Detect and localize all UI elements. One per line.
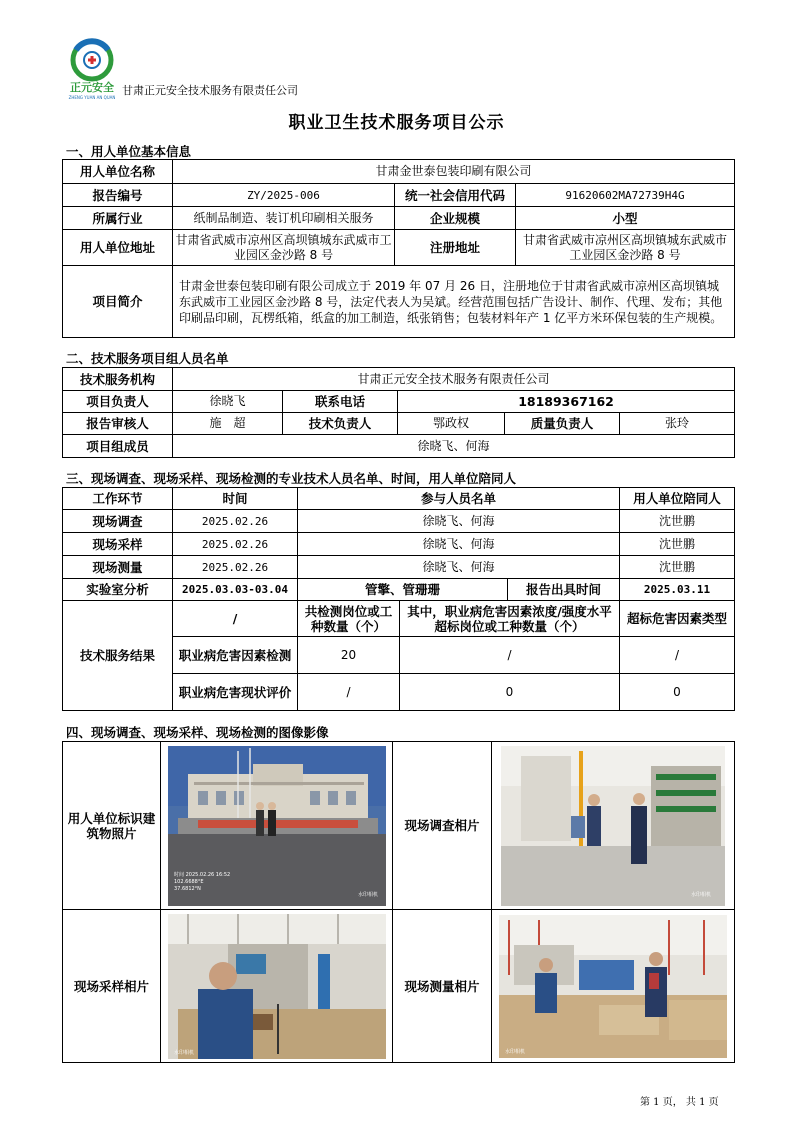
report-no-label: 报告编号: [63, 184, 173, 207]
phone: 18189367162: [398, 391, 735, 413]
section1-heading: 一、用人单位基本信息: [66, 144, 192, 159]
photo-overlay: 37.6812°N: [173, 885, 201, 892]
quality-label: 质量负责人: [505, 413, 620, 435]
stage: 现场调查: [63, 510, 173, 533]
credit-code-label: 统一社会信用代码: [395, 184, 516, 207]
photo-watermark: 水印相机: [357, 891, 378, 898]
section2-heading: 二、技术服务项目组人员名单: [66, 351, 229, 366]
table-row: [63, 556, 735, 579]
photo-overlay: 102.6688°E: [173, 878, 204, 885]
result-col3: 超标危害因素类型: [620, 601, 735, 637]
result-label: 技术服务结果: [63, 601, 173, 711]
lab-label: 实验室分析: [63, 579, 173, 601]
address: 甘肃省武威市凉州区高坝镇城东武威市工业园区金沙路 8 号: [173, 230, 395, 266]
table-row: [63, 510, 735, 533]
col-escort: 用人单位陪同人: [620, 488, 735, 510]
time: 2025.02.26: [173, 533, 298, 556]
project-intro: 甘肃金世泰包装印刷有限公司成立于 2019 年 07 月 26 日，注册地位于甘肃省武威市凉州区高坝镇城东武威市工业园区金沙路 8 号，法定代表人为吴斌。经营范围包括广告设计、制作、代理、发布；其他印刷品印刷，瓦楞纸箱，纸盒的加工制造，纸张销售；包装材料年产 1 亿平方米环保包装的生产规模。: [173, 266, 735, 338]
time: 2025.02.26: [173, 510, 298, 533]
people: 徐晓飞、何海: [298, 556, 620, 579]
escort: 沈世鹏: [620, 510, 735, 533]
team-table: [62, 367, 735, 458]
section3-heading: 三、现场调查、现场采样、现场检测的专业技术人员名单、时间，用人单位陪同人: [66, 471, 517, 486]
measurement-photo: [499, 915, 727, 1058]
section4-heading: 四、现场调查、现场采样、现场检测的图像影像: [66, 725, 329, 740]
col-people: 参与人员名单: [298, 488, 620, 510]
tech-label: 技术负责人: [283, 413, 398, 435]
result-exceed: /: [400, 637, 620, 674]
credit-code: 91620602MA72739H4G: [516, 184, 735, 207]
col-time: 时间: [173, 488, 298, 510]
time: 2025.02.26: [173, 556, 298, 579]
org-label: 技术服务机构: [63, 368, 173, 391]
scale: 小型: [516, 207, 735, 230]
photo1-label: 用人单位标识建筑物照片: [63, 742, 161, 910]
logo-subtext: ZHENG YUAN AN QUAN: [68, 95, 116, 100]
unit-info-table: [62, 159, 735, 338]
photo-watermark: 水印相机: [505, 1048, 526, 1055]
photo-watermark: 水印相机: [173, 1049, 194, 1056]
address-label: 用人单位地址: [63, 230, 173, 266]
scale-label: 企业规模: [395, 207, 516, 230]
phone-label: 联系电话: [283, 391, 398, 413]
photo3-label: 现场采样相片: [63, 910, 161, 1063]
fieldwork-table: [62, 487, 735, 711]
page-title: 职业卫生技术服务项目公示: [288, 113, 505, 133]
reviewer-label: 报告审核人: [63, 413, 173, 435]
result-exceed: 0: [400, 674, 620, 711]
logo-text: 正元安全: [70, 81, 114, 94]
result-count: /: [298, 674, 400, 711]
stage: 现场采样: [63, 533, 173, 556]
quality-lead: 张玲: [620, 413, 735, 435]
industry: 纸制品制造、装订机印刷相关服务: [173, 207, 395, 230]
report-no: ZY/2025-006: [173, 184, 395, 207]
intro-label: 项目简介: [63, 266, 173, 338]
lab-people: 管擎、管珊珊: [298, 579, 508, 601]
page-number: 第 1 页， 共 1 页: [640, 1097, 719, 1108]
leader-label: 项目负责人: [63, 391, 173, 413]
photo-table: [62, 741, 735, 1063]
leader: 徐晓飞: [173, 391, 283, 413]
photo2-label: 现场调查相片: [393, 742, 492, 910]
result-col2: 其中，职业病危害因素浓度/强度水平超标岗位或工种数量（个）: [400, 601, 620, 637]
unit-name-label: 用人单位名称: [63, 160, 173, 184]
report-date: 2025.03.11: [620, 579, 735, 601]
header-company-name: 甘肃正元安全技术服务有限责任公司: [122, 84, 298, 97]
col-stage: 工作环节: [63, 488, 173, 510]
photo-overlay: 时间 2025.02.26 16:52: [173, 871, 230, 878]
report-date-label: 报告出具时间: [508, 579, 620, 601]
result-count: 20: [298, 637, 400, 674]
industry-label: 所属行业: [63, 207, 173, 230]
result-type: /: [620, 637, 735, 674]
people: 徐晓飞、何海: [298, 510, 620, 533]
unit-name: 甘肃金世泰包装印刷有限公司: [173, 160, 735, 184]
survey-photo: [501, 746, 725, 906]
tech-lead: 鄂政权: [398, 413, 505, 435]
company-logo: [66, 38, 118, 100]
members: 徐晓飞、何海: [173, 435, 735, 458]
members-label: 项目组成员: [63, 435, 173, 458]
sampling-photo: [168, 914, 386, 1059]
result-slash: /: [173, 601, 298, 637]
result-item: 职业病危害因素检测: [173, 637, 298, 674]
building-photo: [168, 746, 386, 906]
lab-time: 2025.03.03-03.04: [173, 579, 298, 601]
table-row: [63, 533, 735, 556]
people: 徐晓飞、何海: [298, 533, 620, 556]
reviewer: 施 超: [173, 413, 283, 435]
reg-address-label: 注册地址: [395, 230, 516, 266]
stage: 现场测量: [63, 556, 173, 579]
org-name: 甘肃正元安全技术服务有限责任公司: [173, 368, 735, 391]
result-col1: 共检测岗位或工种数量（个）: [298, 601, 400, 637]
escort: 沈世鹏: [620, 556, 735, 579]
reg-address: 甘肃省武威市凉州区高坝镇城东武威市工业园区金沙路 8 号: [516, 230, 735, 266]
result-item: 职业病危害现状评价: [173, 674, 298, 711]
escort: 沈世鹏: [620, 533, 735, 556]
photo-watermark: 水印相机: [691, 891, 712, 898]
result-type: 0: [620, 674, 735, 711]
photo4-label: 现场测量相片: [393, 910, 492, 1063]
